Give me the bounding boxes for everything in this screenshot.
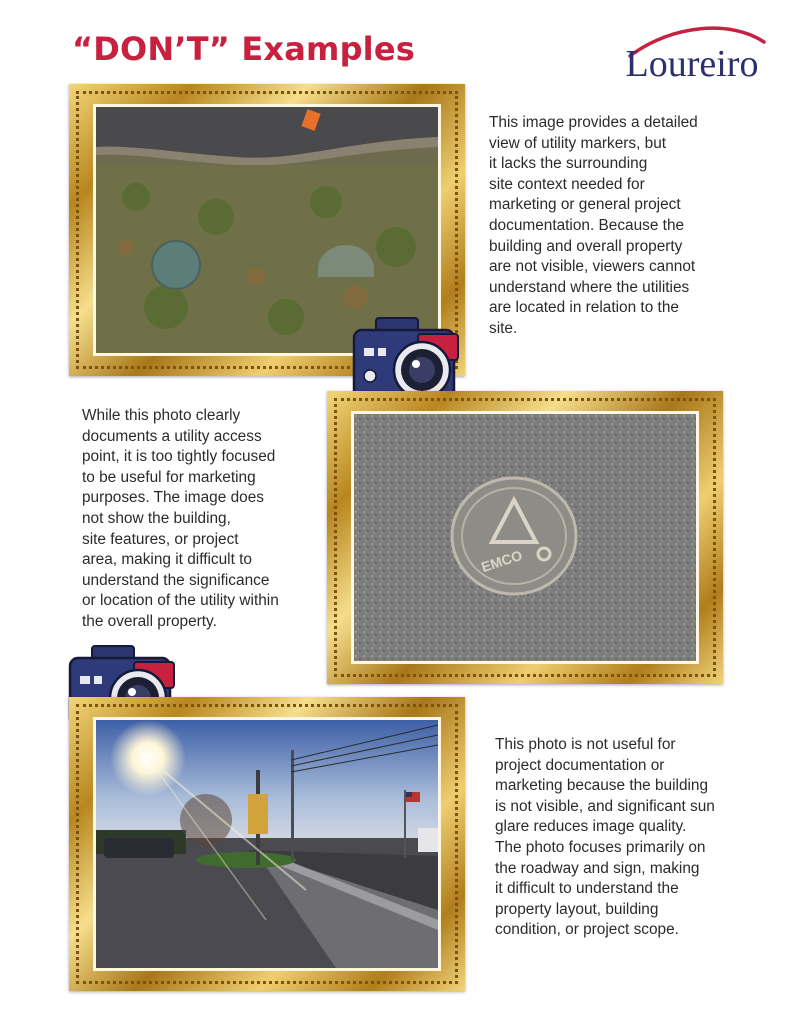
emco-cover-label: EMCO bbox=[479, 546, 525, 576]
photo-roadway-sun-glare bbox=[93, 717, 441, 971]
photo-utility-access-point bbox=[351, 411, 699, 664]
loureiro-logo bbox=[612, 22, 772, 84]
caption-access-point: While this photo clearly documents a utility access point, it is too tightly focused to be useful for marketing purposes. The image does not show the building, site features, or project area, making it difficult to understand the significance or location of the utility within the overall property. bbox=[82, 407, 279, 630]
caption-roadway: This photo is not useful for project documentation or marketing because the building is not visible, and significant sun glare reduces image quality. The photo focuses primarily on the roadway and sign, making it difficult to understand the property layout, building condition, or project scope. bbox=[495, 736, 715, 939]
photo-frame-access-point bbox=[327, 391, 723, 684]
page-title: “DON’T” Examples bbox=[72, 30, 415, 68]
photo-frame-roadway bbox=[69, 697, 465, 991]
caption-utility-markers: This image provides a detailed view of utility markers, but it lacks the surrounding site context needed for marketing or general project documentation. Because the building and overall property are not visible, viewers cannot understand where the utilities are located in relation to the site. bbox=[489, 114, 698, 337]
logo-wordmark: Loureiro bbox=[625, 43, 759, 85]
